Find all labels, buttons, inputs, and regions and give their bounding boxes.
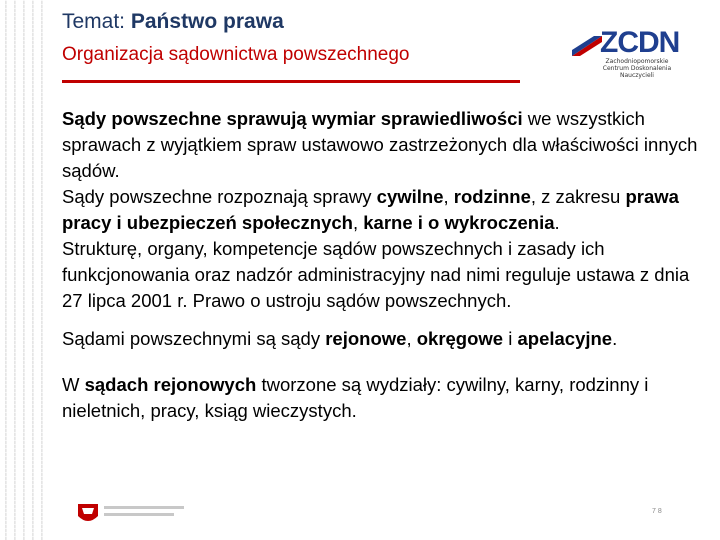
region-emblem-icon: [74, 500, 194, 528]
paragraph-2-text-1: Sądy powszechne rozpoznają sprawy: [62, 186, 377, 207]
title-label: Temat:: [62, 10, 126, 33]
paragraph-4-text-3: i: [503, 328, 518, 349]
main-content: [62, 106, 712, 424]
paragraph-2-bold-3: prawa pracy i ubezpieczeń społecznych: [62, 186, 679, 233]
spacer: [62, 314, 712, 326]
paragraph-4-text-4: .: [612, 328, 618, 349]
paragraph-5-text-1: W: [62, 374, 85, 395]
paragraph-4-bold-2: okręgowe: [416, 328, 504, 349]
paragraph-4: [62, 326, 712, 352]
paragraph-2-text-4: ,: [352, 212, 364, 233]
spacer: [62, 352, 712, 372]
paragraph-3: Strukturę, organy, kompetencje sądów powszechnych i zasady ich funkcjonowania oraz nadzór administracyjny nad nimi reguluje ustawa z dnia 27 lipca 2001 r. Prawo o ustroju sądów powszechnych.: [62, 238, 690, 311]
paragraph-1: [62, 106, 712, 184]
zcdn-logo-mark: [572, 30, 602, 56]
paragraph-5-bold-1: sądach rejonowych: [84, 374, 257, 395]
page-title: [62, 10, 284, 34]
paragraph-2-text-3: , z zakresu: [530, 186, 626, 207]
paragraph-2: [62, 184, 712, 236]
paragraph-1-text: we wszystkich sprawach z wyjątkiem spraw ustawowo zastrzeżonych dla właściwości innych sądów.: [62, 108, 698, 181]
logo-caption-line-1: Zachodniopomorskie: [605, 58, 669, 65]
paragraph-5-text-2: tworzone są wydziały: cywilny, karny, rodzinny i nieletnich, pracy, ksiąg wieczystych.: [62, 374, 649, 421]
title-underline: [62, 80, 520, 83]
decorative-document-strip: [0, 0, 46, 540]
zcdn-logo: [572, 26, 684, 79]
paragraph-4-bold-3: apelacyjne: [517, 328, 613, 349]
paragraph-4-text-1: Sądami powszechnymi są sądy: [62, 328, 326, 349]
logo-caption: [592, 58, 682, 79]
paragraph-2-bold-1: cywilne: [376, 186, 444, 207]
paragraph-2-bold-2: rodzinne: [453, 186, 531, 207]
logo-caption-line-2: Centrum Doskonalenia Nauczycieli: [602, 65, 672, 79]
logo-name: ZCDN: [600, 26, 680, 59]
page-subtitle: Organizacja sądownictwa powszechnego: [62, 44, 410, 65]
title-topic: Państwo prawa: [130, 10, 284, 33]
page-number: 7 8: [652, 508, 662, 515]
paragraph-2-text-5: .: [554, 212, 560, 233]
paragraph-2-text-2: ,: [443, 186, 454, 207]
paragraph-1-bold: Sądy powszechne sprawują wymiar sprawiedliwości: [62, 108, 523, 129]
paragraph-4-text-2: ,: [406, 328, 417, 349]
paragraph-4-bold-1: rejonowe: [325, 328, 407, 349]
paragraph-2-bold-4: karne i o wykroczenia: [363, 212, 555, 233]
paragraph-5: [62, 372, 712, 424]
